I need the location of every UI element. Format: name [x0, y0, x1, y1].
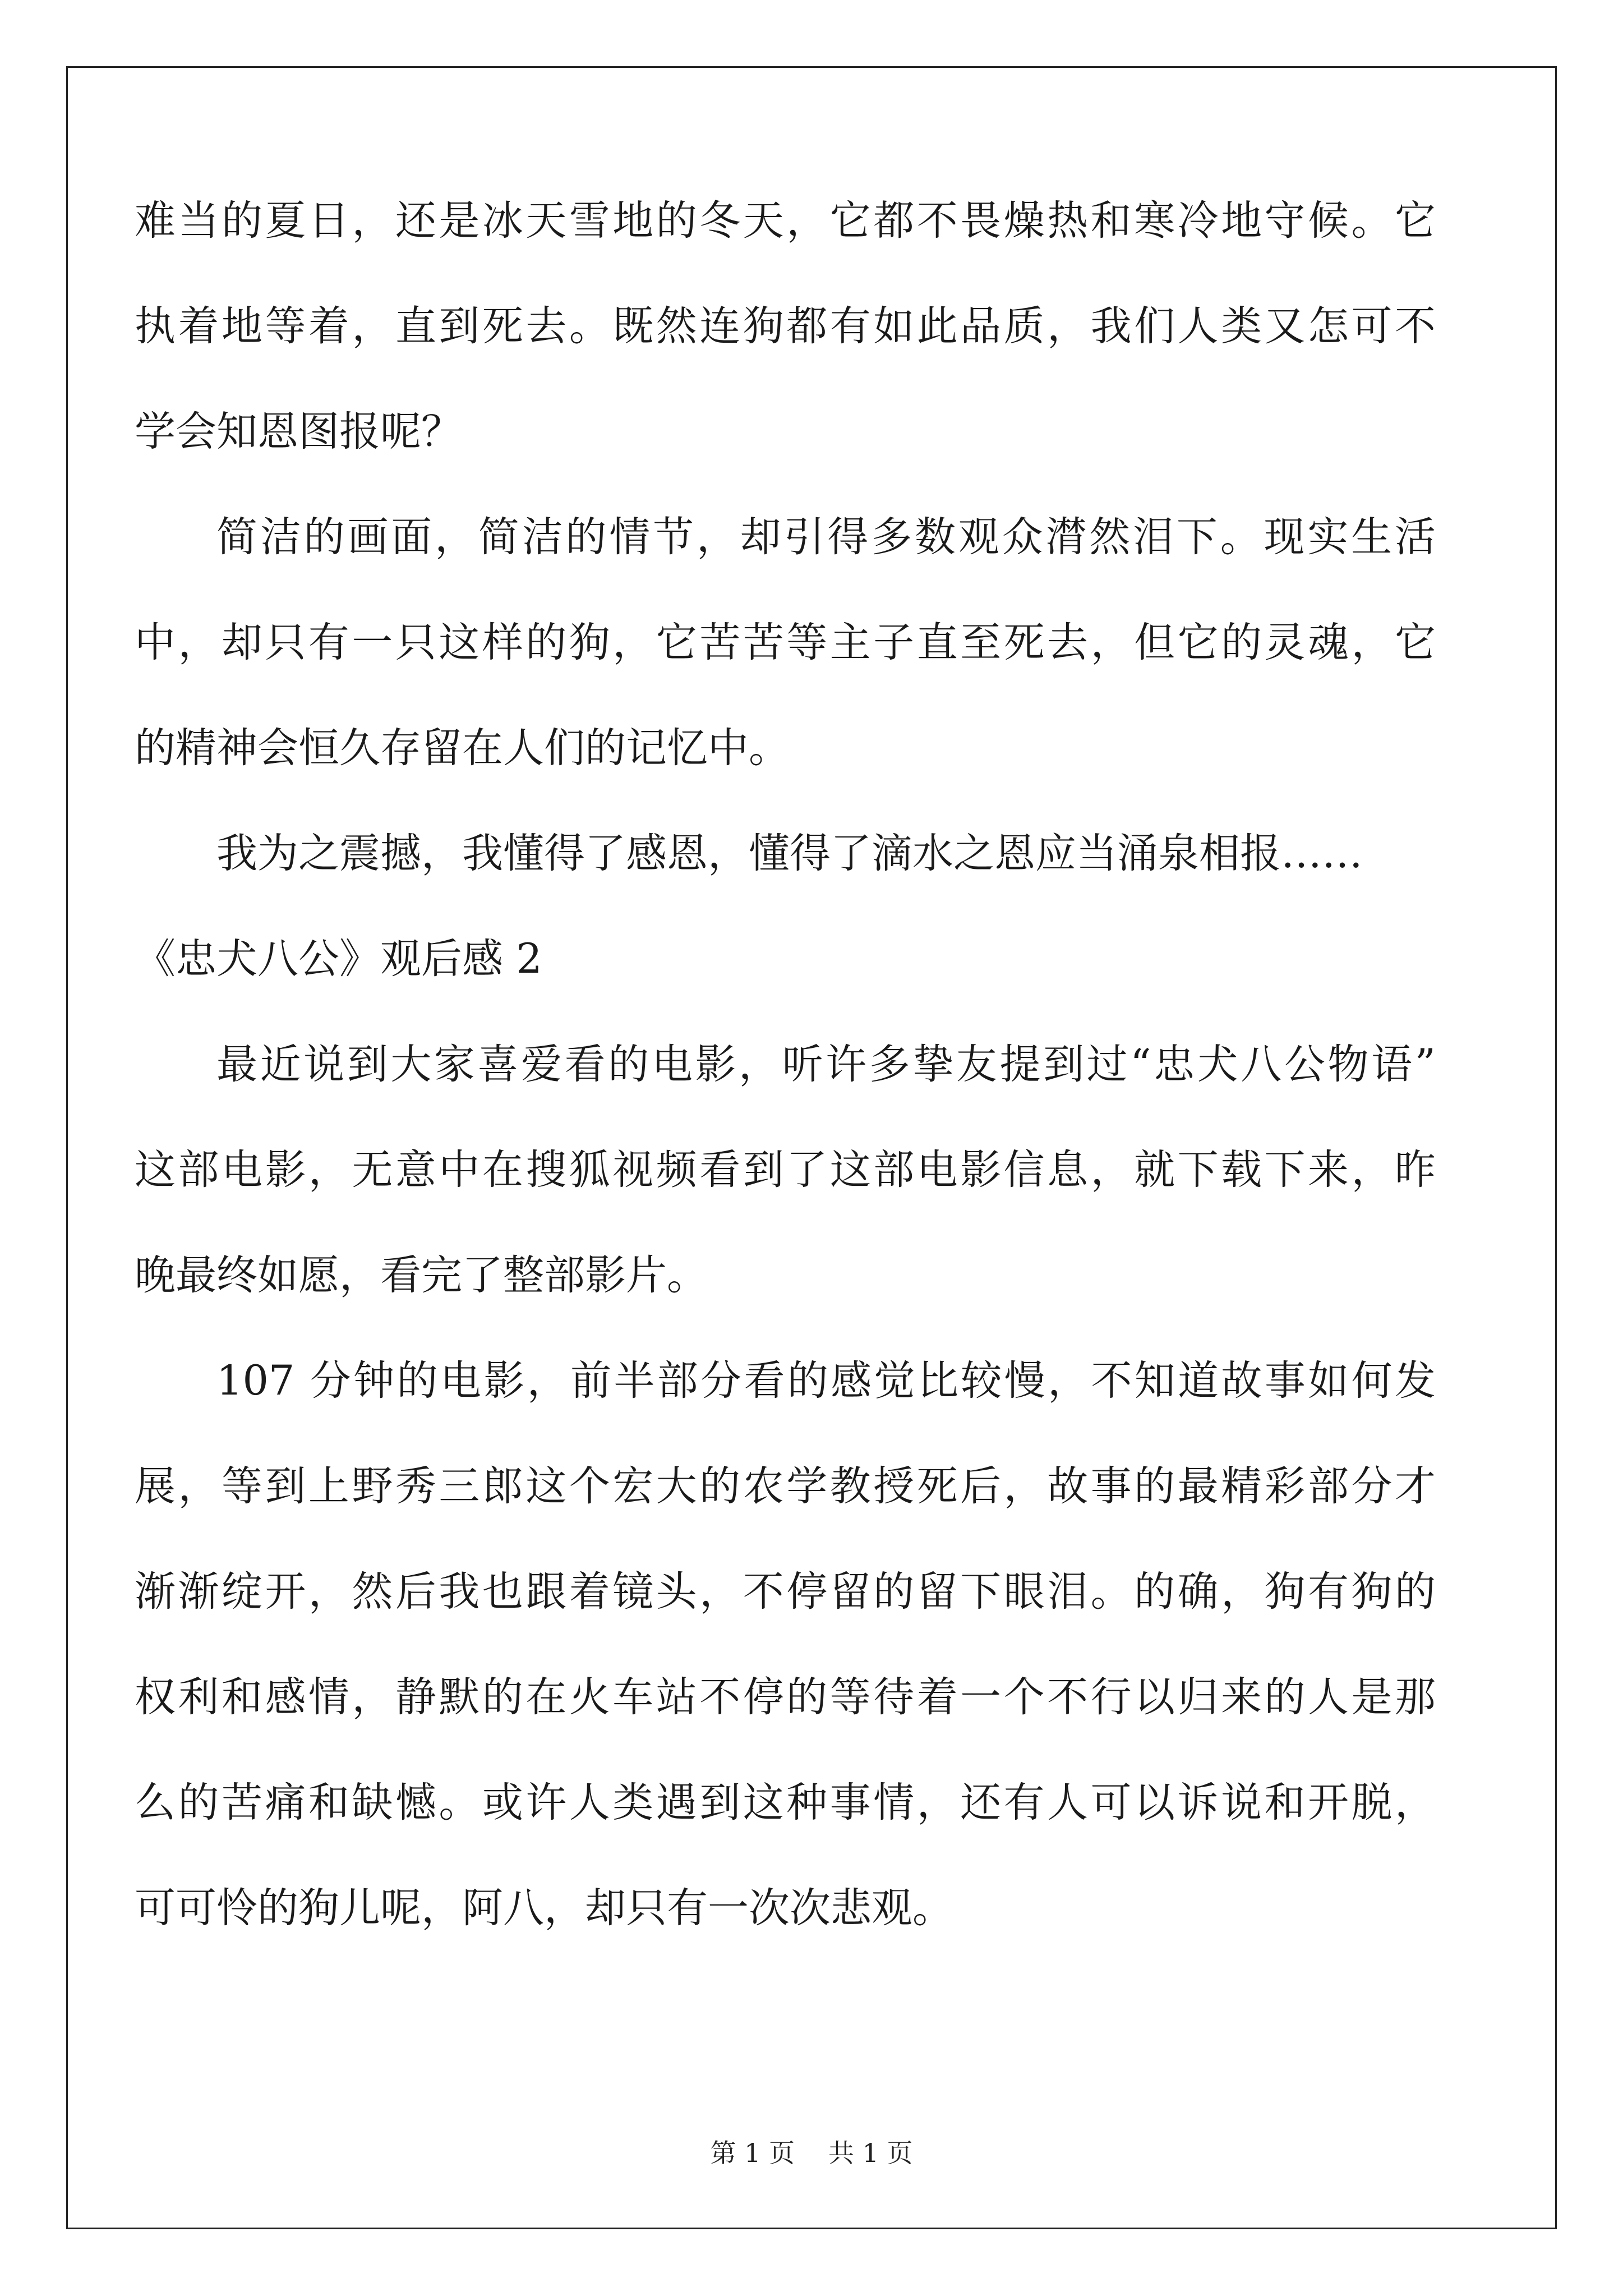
text-line: 学会知恩图报呢？ [135, 408, 462, 455]
text-line: 难当的夏日，还是冰天雪地的冬天，它都不畏燥热和寒冷地守候。它 [135, 197, 1436, 245]
document-body [135, 168, 1436, 1961]
page-number-current: 第 1 页 [710, 2138, 795, 2168]
text-line: 展，等到上野秀三郎这个宏大的农学教授死后，故事的最精彩部分才 [135, 1462, 1436, 1510]
text-line: 渐渐绽开，然后我也跟着镜头，不停留的留下眼泪。的确，狗有狗的 [135, 1568, 1436, 1616]
text-line: 这部电影，无意中在搜狐视频看到了这部电影信息，就下载下来，昨 [135, 1146, 1436, 1194]
text-line: 可可怜的狗儿呢，阿八，却只有一次次悲观。 [135, 1884, 953, 1932]
text-line: 权利和感情，静默的在火车站不停的等待着一个不行以归来的人是那 [135, 1673, 1436, 1721]
text-line: 的精神会恒久存留在人们的记忆中。 [135, 724, 790, 772]
text-line: 执着地等着，直到死去。既然连狗都有如此品质，我们人类又怎可不 [135, 302, 1436, 350]
page-footer [0, 2136, 1623, 2170]
text-line: 么的苦痛和缺憾。或许人类遇到这种事情，还有人可以诉说和开脱， [135, 1779, 1436, 1826]
text-line: 最近说到大家喜爱看的电影，听许多挚友提到过“忠犬八公物语” [216, 1041, 1436, 1088]
text-line: 我为之震撼，我懂得了感恩，懂得了滴水之恩应当涌泉相报…… [216, 830, 1363, 877]
text-line: 简洁的画面，简洁的情节，却引得多数观众潸然泪下。现实生活 [216, 513, 1436, 561]
text-line: 晚最终如愿，看完了整部影片。 [135, 1251, 708, 1299]
page-number-total: 共 1 页 [828, 2138, 913, 2168]
text-line: 107 分钟的电影，前半部分看的感觉比较慢，不知道故事如何发 [216, 1357, 1436, 1405]
section-heading: 《忠犬八公》观后感 2 [135, 935, 542, 983]
text-line: 中，却只有一只这样的狗，它苦苦等主子直至死去，但它的灵魂，它 [135, 619, 1436, 666]
